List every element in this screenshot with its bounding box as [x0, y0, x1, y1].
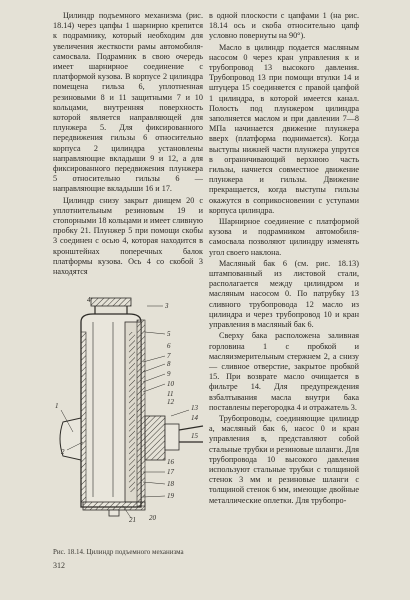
- callout-label: 1: [55, 402, 59, 410]
- callout-label: 12: [167, 398, 174, 406]
- page-number: 312: [53, 561, 65, 570]
- callout-label: 4: [87, 296, 91, 304]
- callout-label: 13: [191, 404, 198, 412]
- callout-label: 16: [167, 458, 174, 466]
- callout-label: 10: [167, 380, 174, 388]
- callout-label: 14: [191, 414, 198, 422]
- callout-label: 7: [167, 352, 171, 360]
- paragraph: Масло в цилиндр подается масляным насосом 0 через кран управления к и трубопровод 13 высокого давления. Трубопровод 13 при помощи втулки 14 и штуцера 15 соединяется с правой цапфой 1 цилиндра, в которой имеется канал. Полость под плунжером цилиндра заполняется маслом и при давлении 7—8 МПа начинается движение плунжера вверх (платформа поднимается). Когда выступы нижней части плунжера упрутся в ограничивающий верхнюю часть гильзы, начнется совместное движение плунжера и гильзы. Движение прекращается, когда выступы гильзы окажутся в соприкосновении с уступами корпуса цилиндра.: [209, 42, 359, 215]
- callout-label: 3: [165, 302, 169, 310]
- paragraph: Сверху бака расположена заливная горловина 1 с пробкой и масляизмерительным стержнем 2, а снизу — сливное отверстие, закрытое пробкой 15. При возврате масло очищается в фильтре 14. Для предупреждения взбалтывания масла внутри бака поставлены перегородка 4 и отражатель 3.: [209, 331, 359, 412]
- paragraph: Трубопроводы, соединяющие цилиндр а, масляный бак 6, насос 0 и кран управления в, представляют собой стальные трубки и резиновые шланги. Для трубопровода 10 высокого давления используют стальные трубки с толщиной стенок 3 мм и резиновые шланги с толщиной стенок 6 мм, имеющие двойные металлические оплетки. Для трубопро-: [209, 413, 359, 505]
- figure-caption: Рис. 18.14. Цилиндр подъемного механизма: [53, 548, 184, 556]
- callout-label: 21: [129, 516, 136, 524]
- callout-label: 20: [149, 514, 156, 522]
- paragraph: Цилиндр снизу закрыт днищем 20 с уплотнительным резиновым 19 и стопорными 18 кольцами и имеет сливную пробку 21. Плунжер 5 при помощи скобы 3 соединен с осью 4, которая находится в кронштейнах поперечных балок платформы кузова. Ось 4 со скобой 3 находятся: [53, 195, 203, 277]
- paragraph: в одной плоскости с цапфами 1 (на рис. 18.14 ось и скоба относительно цапф условно повернуты на 90°).: [209, 11, 359, 41]
- callout-label: 5: [167, 330, 171, 338]
- callout-label: 8: [167, 360, 171, 368]
- paragraph: Шарнирное соединение с платформой кузова и подрамником автомобиля-самосвала позволяют цилиндру изменять угол своего наклона.: [209, 217, 359, 257]
- paragraph: Масляный бак 6 (см. рис. 18.13) штампованный из листовой стали, располагается между цилиндром и масляным насосом 0. По патрубку 13 сливного трубопровода 12 масло из цилиндра и через трубопровод 10 и кран управления в масляный бак 6.: [209, 258, 359, 330]
- callout-label: 17: [167, 468, 174, 476]
- callout-label: 15: [191, 432, 198, 440]
- callout-label: 11: [167, 390, 174, 398]
- left-text-column: [53, 11, 203, 277]
- paragraph: Цилиндр подъемного механизма (рис. 18.14) через цапфы 1 шарнирно крепится к подрамнику, который необходим для увеличения жесткости рамы автомобиля-самосвала. Подрамник в свою очередь имеет шарнирное соединение с платформой кузова. В корпусе 2 цилиндра помещена гильза 6, уплотненная резиновыми 8 и 11 защитными 7 и 10 кольцами, внутренняя поверхность которой является направляющей для плунжера 5. Для фиксированного передвижения гильзы 6 относительно корпуса 2 цилиндра установлены направляющие вкладыши 9 и 12, а для фиксированного передвижения плунжера 5 относительно гильзы 6 — направляющие вкладыши 16 и 17.: [53, 11, 203, 194]
- callout-label: 6: [167, 342, 171, 350]
- callout-label: 18: [167, 480, 174, 488]
- callout-label: 9: [167, 370, 171, 378]
- right-text-column: [209, 11, 359, 506]
- callout-label: 19: [167, 492, 174, 500]
- cylinder-drawing: [53, 292, 208, 524]
- callout-label: 2: [61, 448, 65, 456]
